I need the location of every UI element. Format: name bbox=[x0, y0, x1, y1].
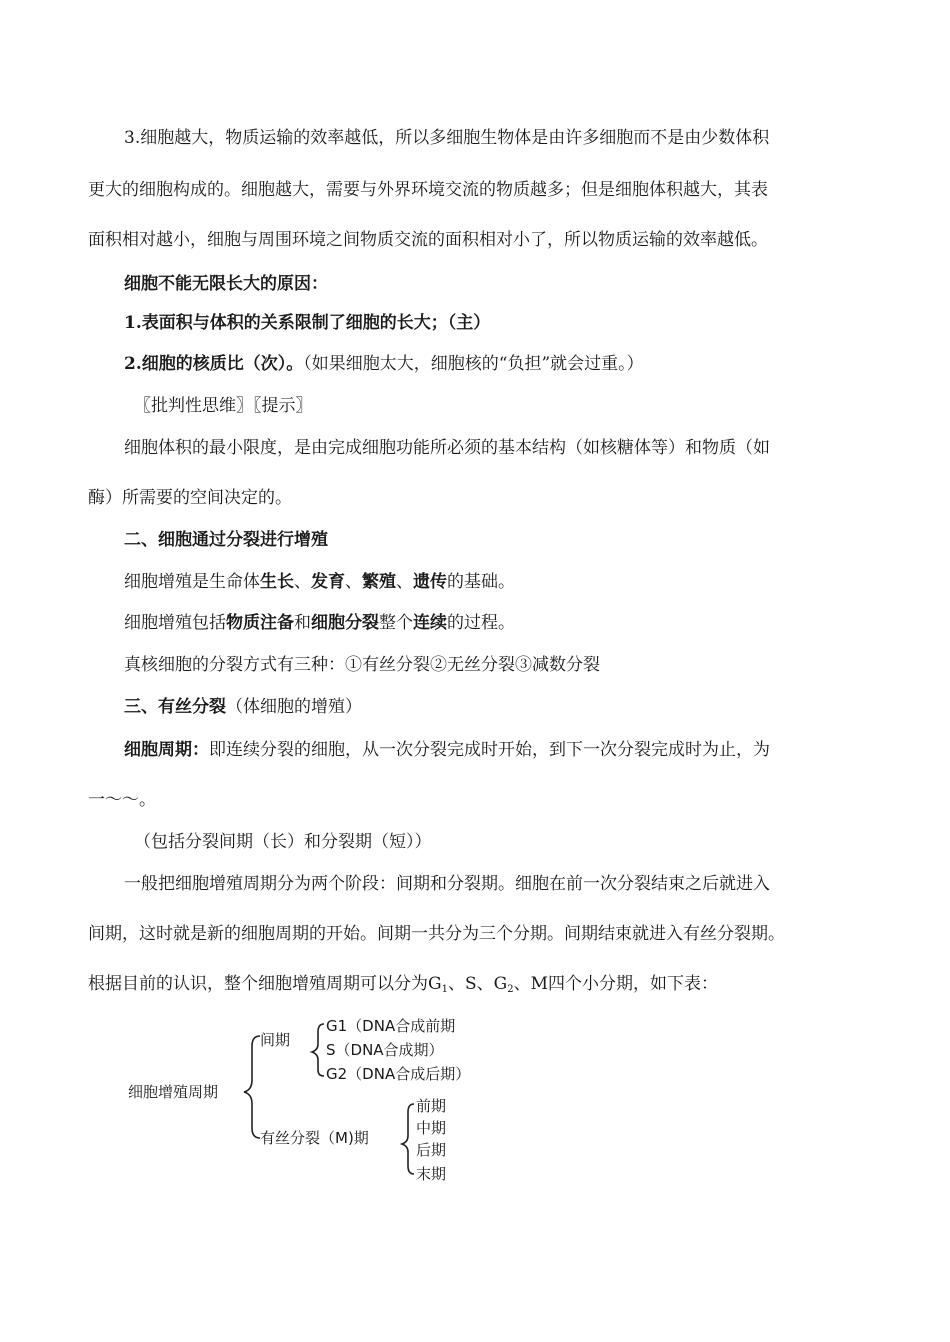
diagram-g1-label: G1（DNA合成前期 bbox=[326, 1017, 456, 1035]
diagram-s-label: S（DNA合成期） bbox=[326, 1041, 444, 1059]
term-reproduction: 繁殖 bbox=[362, 572, 396, 592]
interphase-brace bbox=[312, 1024, 324, 1076]
term-development: 发育 bbox=[311, 572, 345, 592]
diagram-mitosis-label: 有丝分裂（M)期 bbox=[260, 1129, 369, 1147]
paragraph-line: 酶）所需要的空间决定的。 bbox=[88, 488, 292, 508]
reasons-heading: 细胞不能无限长大的原因： bbox=[124, 274, 328, 294]
term-material-prep: 物质注备 bbox=[226, 613, 294, 633]
cell-cycle-definition: 细胞周期：即连续分裂的细胞，从一次分裂完成时开始，到下一次分裂完成时为止，为 bbox=[124, 740, 770, 760]
reason-item-2 bbox=[124, 352, 904, 376]
term-heredity: 遗传 bbox=[413, 572, 447, 592]
section2-sentence-2: 细胞增殖包括物质注备和细胞分裂整个连续的过程。 bbox=[124, 613, 515, 633]
section2-sentence-3: 真核细胞的分裂方式有三种：①有丝分裂②无丝分裂③减数分裂 bbox=[124, 655, 600, 675]
reason-item-1: 1.表面积与体积的关系限制了细胞的长大；（主） bbox=[124, 313, 491, 333]
paragraph-line: 根据目前的认识，整个细胞增殖周期可以分为$G_1$、S、$G_2$、M四个小分期，如下表： bbox=[88, 974, 718, 995]
section-heading-2: 二、细胞通过分裂进行增殖 bbox=[124, 530, 328, 550]
paragraph-line: 细胞体积的最小限度，是由完成细胞功能所必须的基本结构（如核糖体等）和物质（如 bbox=[124, 438, 770, 458]
term-continuous: 连续 bbox=[413, 613, 447, 633]
term-growth: 生长 bbox=[260, 572, 294, 592]
diagram-g2-label: G2（DNA合成后期） bbox=[326, 1065, 471, 1083]
diagram-prophase-label: 前期 bbox=[416, 1097, 447, 1115]
diagram-braces bbox=[120, 1012, 520, 1192]
paragraph-line: 更大的细胞构成的。细胞越大，需要与外界环境交流的物质越多；但是细胞体积越大，其表 bbox=[88, 180, 768, 200]
diagram-telophase-label: 末期 bbox=[416, 1165, 447, 1183]
paragraph-line: 面积相对越小，细胞与周围环境之间物质交流的面积相对小了，所以物质运输的效率越低。 bbox=[88, 230, 768, 250]
paragraph-line: 3.细胞越大，物质运输的效率越低，所以多细胞生物体是由许多细胞而不是由少数体积 bbox=[124, 128, 770, 148]
paragraph-line: 一般把细胞增殖周期分为两个阶段：间期和分裂期。细胞在前一次分裂结束之后就进入 bbox=[124, 874, 770, 894]
reason-item-2-note: （如果细胞太大，细胞核的“负担”就会过重。） bbox=[303, 354, 644, 374]
critical-thinking-label: 〖批判性思维〗〖提示〗 bbox=[134, 396, 313, 416]
diagram-anaphase-label: 后期 bbox=[416, 1141, 447, 1159]
diagram-root-label: 细胞增殖周期 bbox=[128, 1083, 219, 1101]
section-heading-3: 三、有丝分裂（体细胞的增殖） bbox=[124, 697, 362, 717]
cell-cycle-diagram bbox=[120, 1012, 520, 1192]
term-cell-division: 细胞分裂 bbox=[311, 613, 379, 633]
paragraph-line: 一～～。 bbox=[88, 790, 156, 810]
reason-item-2-bold: 2.细胞的核质比（次）。 bbox=[124, 354, 304, 374]
paragraph-line: 间期，这时就是新的细胞周期的开始。间期一共分为三个分期。间期结束就进入有丝分裂期。 bbox=[88, 924, 785, 944]
cell-cycle-term: 细胞周期： bbox=[124, 740, 209, 760]
cell-cycle-note: （包括分裂间期（长）和分裂期（短）） bbox=[134, 832, 432, 852]
diagram-metaphase-label: 中期 bbox=[416, 1119, 447, 1137]
diagram-interphase-label: 间期 bbox=[260, 1031, 291, 1049]
main-brace bbox=[244, 1036, 260, 1138]
mitosis-brace bbox=[402, 1104, 414, 1174]
section2-sentence-1: 细胞增殖是生命体生长、发育、繁殖、遗传的基础。 bbox=[124, 572, 515, 592]
